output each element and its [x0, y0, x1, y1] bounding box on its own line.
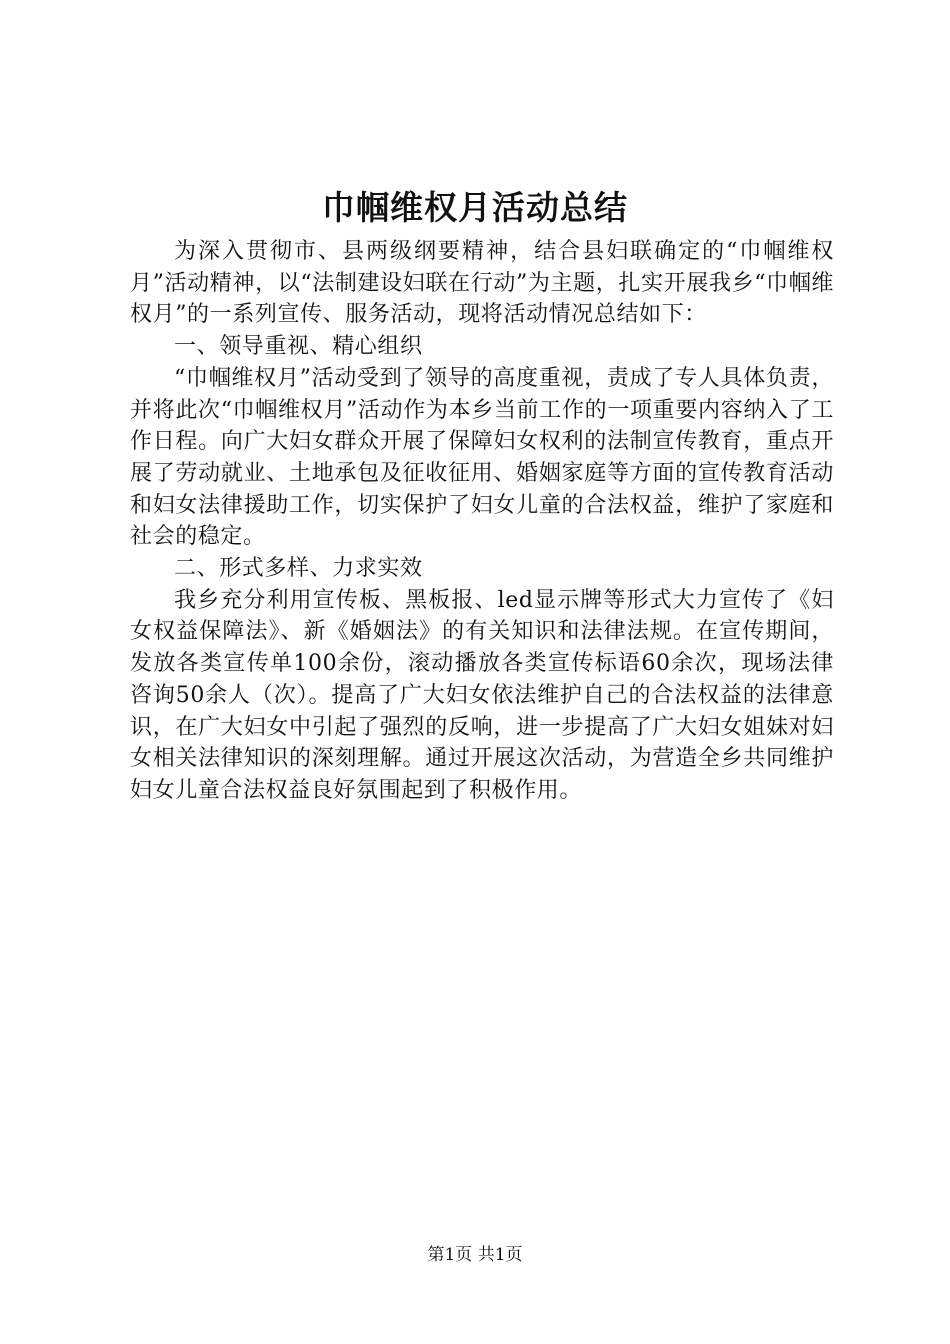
page-footer: 第1页 共1页 — [427, 1245, 523, 1265]
section-heading-1: 一、领导重视、精心组织 — [174, 334, 423, 360]
document-title: 巾帼维权月活动总结 — [322, 188, 628, 227]
section-paragraph-1: “巾帼维权月”活动受到了领导的高度重视，责成了专人具体负责，并将此次“巾帼维权月”活动作为本乡当前工作的一项重要内容纳入了工作日程。向广大妇女群众开展了保障妇女权利的法制宣传教育，重点开展了劳动就业、土地承包及征收征用、婚姻家庭等方面的宣传教育活动和妇女法律援助工作，切实保护了妇女儿童的合法权益，维护了家庭和社会的稳定。 — [130, 365, 834, 550]
document-body — [130, 236, 834, 807]
intro-paragraph: 为深入贯彻市、县两级纲要精神，结合县妇联确定的“巾帼维权月”活动精神，以“法制建设妇联在行动”为主题，扎实开展我乡“巾帼维权月”的一系列宣传、服务活动，现将活动情况总结如下： — [130, 239, 834, 328]
section-paragraph-2: 我乡充分利用宣传板、黑板报、led显示牌等形式大力宣传了《妇女权益保障法》、新《婚姻法》的有关知识和法律法规。在宣传期间，发放各类宣传单100余份，滚动播放各类宣传标语60余次，现场法律咨询50余人（次）。提高了广大妇女依法维护自己的合法权益的法律意识，在广大妇女中引起了强烈的反响，进一步提高了广大妇女姐妹对妇女相关法律知识的深刻理解。通过开展这次活动，为营造全乡共同维护妇女儿童合法权益良好氛围起到了积极作用。 — [130, 587, 834, 803]
section-heading-2: 二、形式多样、力求实效 — [174, 556, 423, 582]
